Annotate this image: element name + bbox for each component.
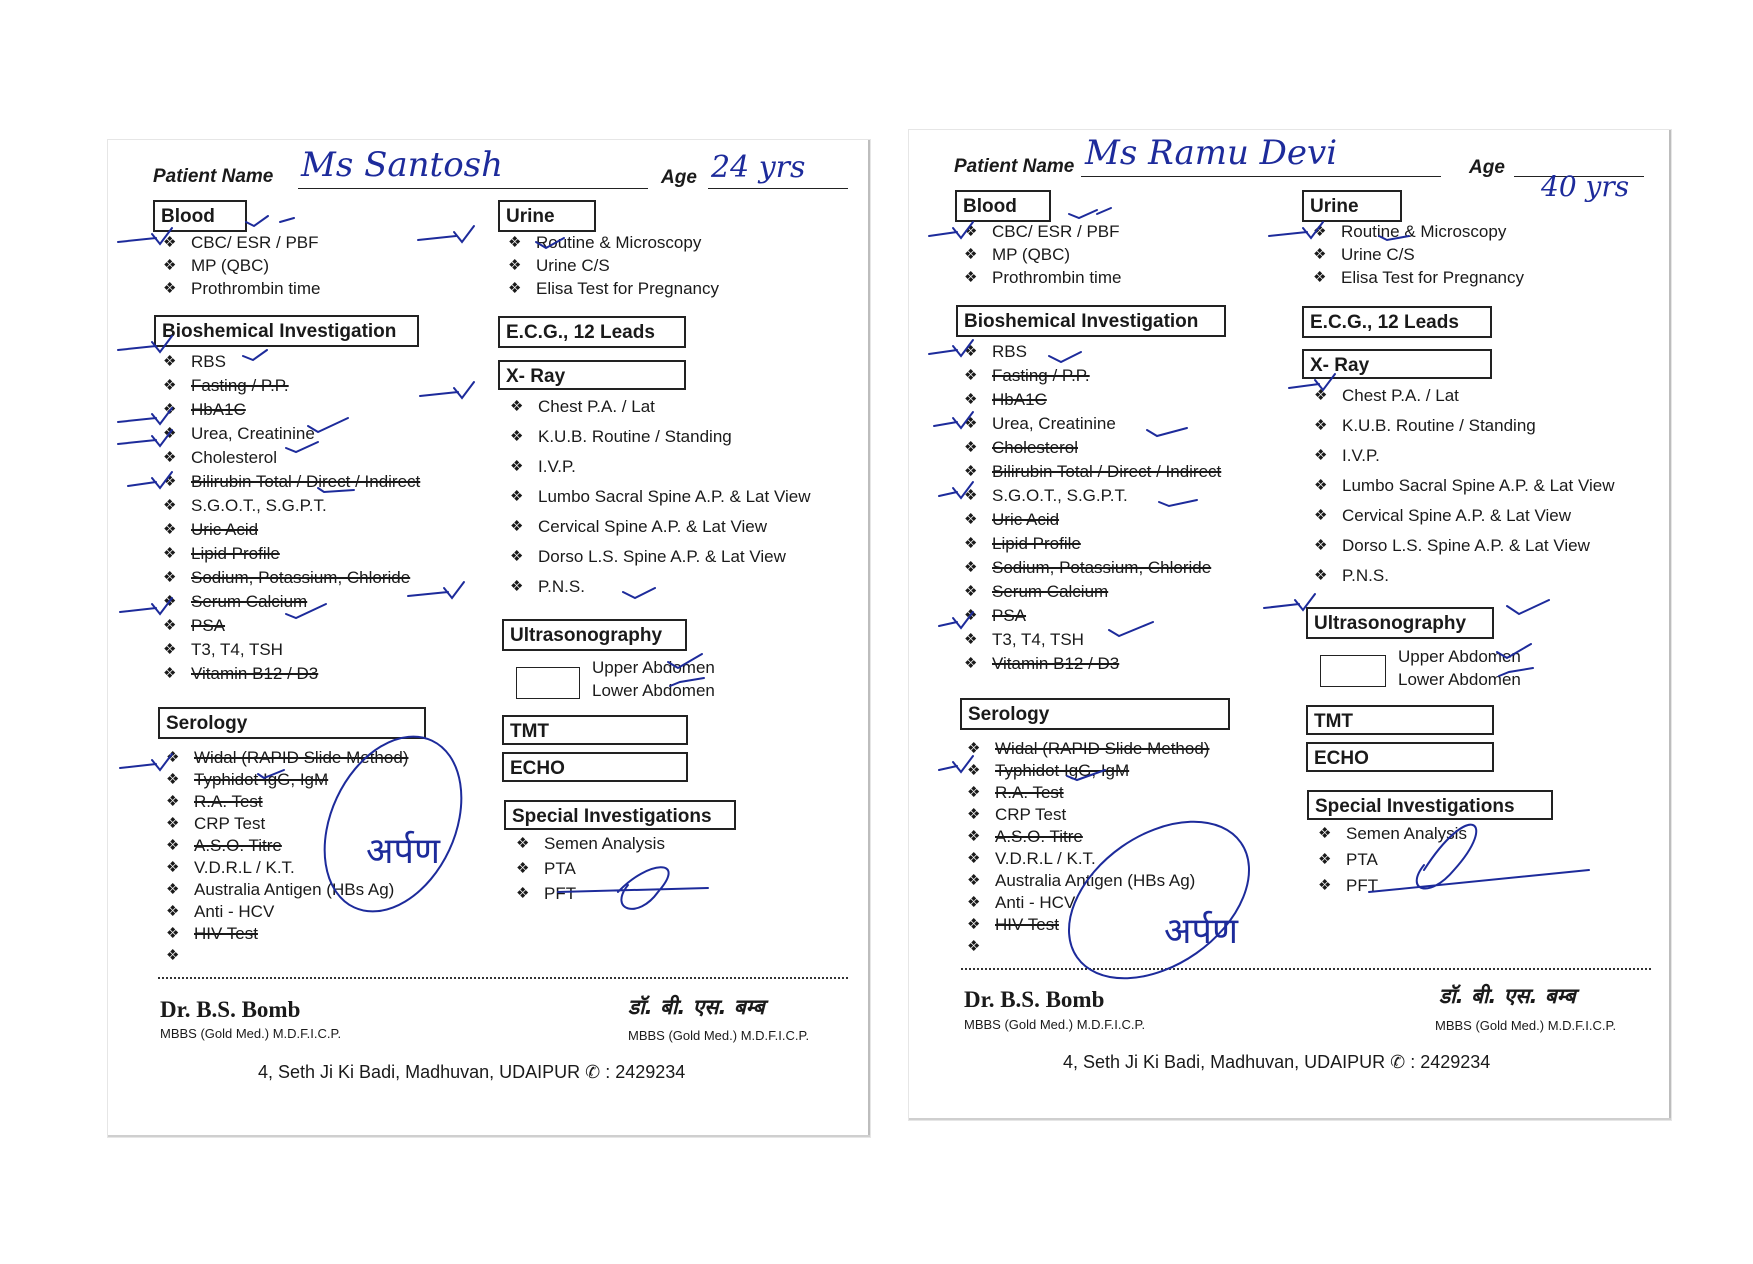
- list-item: T3, T4, TSH: [992, 630, 1084, 649]
- list-item: Cholesterol: [992, 438, 1078, 457]
- age-handwritten: 40 yrs: [1541, 170, 1630, 203]
- list-item: Lumbo Sacral Spine A.P. & Lat View: [1342, 476, 1615, 495]
- list-item: Cervical Spine A.P. & Lat View: [1342, 506, 1572, 525]
- list-item: Chest P.A. / Lat: [538, 397, 655, 416]
- list-item: R.A. Test: [995, 783, 1064, 802]
- ultrasonography-heading: Ultrasonography: [1306, 607, 1494, 639]
- list-item: Elisa Test for Pregnancy: [1341, 268, 1524, 287]
- list-item: Routine & Microscopy: [1341, 222, 1507, 241]
- special-investigations-heading: Special Investigations: [504, 800, 736, 830]
- list-item: HbA1C: [992, 390, 1047, 409]
- patient-name-handwritten: Ms Ramu Devi: [1085, 133, 1338, 173]
- list-item: Urine C/S: [536, 256, 610, 275]
- list-item: HIV Test: [995, 915, 1059, 934]
- list-item: I.V.P.: [538, 457, 576, 476]
- blood-heading: Blood: [153, 200, 247, 232]
- doctor-name-hindi: डॉ. बी. एस. बम्ब: [628, 995, 765, 1019]
- list-item: CBC/ ESR / PBF: [191, 233, 319, 252]
- doctor-qualification-right: MBBS (Gold Med.) M.D.F.I.C.P.: [1435, 1018, 1617, 1033]
- list-item: Fasting / P.P.: [992, 366, 1090, 385]
- list-item: V.D.R.L / K.T.: [194, 858, 295, 877]
- list-item: Australia Antigen (HBs Ag): [194, 880, 395, 899]
- list-item: S.G.O.T., S.G.P.T.: [992, 486, 1128, 505]
- list-item: Australia Antigen (HBs Ag): [995, 871, 1196, 890]
- tmt-heading: TMT: [1306, 705, 1494, 735]
- patient-name-label: Patient Name: [153, 166, 274, 187]
- clinic-address: 4, Seth Ji Ki Badi, Madhuvan, UDAIPUR ✆ : 2429234: [258, 1062, 686, 1082]
- list-item: Cholesterol: [191, 448, 277, 467]
- doctor-name: Dr. B.S. Bomb: [964, 987, 1105, 1012]
- doctor-name: Dr. B.S. Bomb: [160, 997, 301, 1022]
- handwritten-ticks-right: [909, 130, 1671, 1120]
- biochemical-heading: Bioshemical Investigation: [956, 305, 1226, 337]
- urine-heading: Urine: [498, 200, 596, 232]
- list-item: Semen Analysis: [1346, 824, 1467, 843]
- list-item: PTA: [544, 859, 576, 878]
- list-item: Typhidot IgG, IgM: [194, 770, 329, 789]
- list-item: T3, T4, TSH: [191, 640, 283, 659]
- list-item: R.A. Test: [194, 792, 263, 811]
- list-item: Urea, Creatinine: [191, 424, 315, 443]
- usg-lower-abdomen: Lower Abdomen: [1398, 670, 1521, 689]
- blood-heading: Blood: [955, 190, 1051, 222]
- usg-upper-abdomen: Upper Abdomen: [592, 658, 715, 677]
- list-item: HIV Test: [194, 924, 258, 943]
- list-item: RBS: [992, 342, 1027, 361]
- list-item: Prothrombin time: [191, 279, 321, 298]
- age-label: Age: [1469, 157, 1505, 178]
- list-item: Serum Calcium: [992, 582, 1109, 601]
- clinic-address: 4, Seth Ji Ki Badi, Madhuvan, UDAIPUR ✆ : 2429234: [1063, 1052, 1491, 1072]
- list-item: Sodium, Potassium, Chloride: [191, 568, 411, 587]
- list-item: PSA: [992, 606, 1027, 625]
- ecg-heading: E.C.G., 12 Leads: [1302, 306, 1492, 338]
- list-item: Widal (RAPID Slide Method): [995, 739, 1210, 758]
- age-handwritten: 24 yrs: [711, 150, 806, 185]
- list-item: V.D.R.L / K.T.: [995, 849, 1096, 868]
- list-item: HbA1C: [191, 400, 246, 419]
- ultrasonography-heading: Ultrasonography: [502, 619, 687, 651]
- list-item: Vitamin B12 / D3: [992, 654, 1120, 673]
- list-item: PSA: [191, 616, 226, 635]
- list-item: Bilirubin Total / Direct / Indirect: [992, 462, 1222, 481]
- echo-heading: ECHO: [1306, 742, 1494, 772]
- patient-name-label: Patient Name: [954, 156, 1075, 177]
- stamp-handwritten: अर्पण: [366, 831, 440, 872]
- special-investigations-heading: Special Investigations: [1307, 790, 1553, 820]
- prescription-slip-right: Patient Name Ms Ramu Devi Age 40 yrs Blood ❖ CBC/ ESR / PBF ❖ MP (QBC) ❖ Prothrombin time Bioshemical Investigation ❖ RBS ❖ Fasting / P.P. ❖ HbA1C ❖ Urea, Creatinine ❖ Cholesterol ❖ Bilirubin Total / Direct / Indirect ❖ S.G.O.T., S.G.P.T. ❖ Uric Acid ❖ Lipid Profile ❖ Sodium, Potassium, Chloride ❖ Serum Calcium ❖ PSA ❖ T3, T4, TSH ❖ Vitamin B12 / D3 Serology ❖ Widal (RAPID Slide Method) ❖ Typhidot IgG, IgM ❖ R.A. Test ❖ CRP Test ❖ A.S.O. Titre ❖ V.D.R.L / K.T. ❖ Australia Antigen (HBs Ag) ❖ Anti - HCV ❖ HIV Test ❖ Urine ❖ Routine & Microscopy ❖ Urine C/S ❖ Elisa Test for Pregnancy E.C.G., 12 Leads X- Ray ❖ Chest P.A. / Lat ❖ K.U.B. Routine / Standing ❖ I.V.P. ❖ Lumbo Sacral Spine A.P. & Lat View ❖ Cervical Spine A.P. & Lat View ❖ Dorso L.S. Spine A.P. & Lat View ❖ P.N.S. Ultrasonography Upper Abdomen Lower Abdomen TMT ECHO Special Investigations ❖ Semen Analysis ❖ PTA ❖ PFT अर्पण Dr. B.S. Bomb MBBS (Gold Med.) M.D.F.I.C.P. डॉ. बी. एस. बम्ब MBBS (Gold Med.) M.D.F.I.C.P. 4, Seth Ji Ki Badi, Madhuvan, UDAIPUR ✆ : 2429234: [909, 130, 1671, 1120]
- list-item: MP (QBC): [191, 256, 270, 275]
- list-item: Lipid Profile: [992, 534, 1081, 553]
- usg-lower-abdomen: Lower Abdomen: [592, 681, 715, 700]
- serology-heading: Serology: [158, 707, 426, 739]
- list-item: Elisa Test for Pregnancy: [536, 279, 719, 298]
- list-item: Fasting / P.P.: [191, 376, 289, 395]
- urine-heading: Urine: [1302, 190, 1402, 222]
- list-item: K.U.B. Routine / Standing: [1342, 416, 1536, 435]
- list-item: Widal (RAPID Slide Method): [194, 748, 409, 767]
- age-label: Age: [661, 167, 697, 188]
- list-item: Urea, Creatinine: [992, 414, 1116, 433]
- serology-heading: Serology: [960, 698, 1230, 730]
- list-item: Cervical Spine A.P. & Lat View: [538, 517, 768, 536]
- prescription-slip-left: Patient Name Ms Santosh Age 24 yrs Blood ❖ CBC/ ESR / PBF ❖ MP (QBC) ❖ Prothrombin time Bioshemical Investigation ❖ RBS ❖ Fasting / P.P. ❖ HbA1C ❖ Urea, Creatinine ❖ Cholesterol ❖ Bilirubin Total / Direct / Indirect ❖ S.G.O.T., S.G.P.T. ❖ Uric Acid ❖ Lipid Profile ❖ Sodium, Potassium, Chloride ❖ Serum Calcium ❖ PSA ❖ T3, T4, TSH ❖ Vitamin B12 / D3 Serology ❖ Widal (RAPID Slide Method) ❖ Typhidot IgG, IgM ❖ R.A. Test ❖ CRP Test ❖ A.S.O. Titre ❖ V.D.R.L / K.T. ❖ Australia Antigen (HBs Ag) ❖ Anti - HCV ❖ HIV Test ❖ Urine ❖ Routine & Microscopy ❖ Urine C/S ❖ Elisa Test for Pregnancy E.C.G., 12 Leads X- Ray ❖ Chest P.A. / Lat ❖ K.U.B. Routine / Standing ❖ I.V.P. ❖ Lumbo Sacral Spine A.P. & Lat View ❖ Cervical Spine A.P. & Lat View ❖ Dorso L.S. Spine A.P. & Lat View ❖ P.N.S. Ultrasonography Upper Abdomen Lower Abdomen TMT ECHO Special Investigations ❖ Semen Analysis ❖ PTA ❖ PFT अर्पण Dr. B.S. Bomb MBBS (Gold Med.) M.D.F.I.C.P. डॉ. बी. एस. बम्ब MBBS (Gold Med.) M.D.F.I.C.P. 4, Seth Ji Ki Badi, Madhuvan, UDAIPUR ✆ : 2429234: [108, 140, 870, 1137]
- list-item: I.V.P.: [1342, 446, 1380, 465]
- handwritten-ticks-left: [108, 140, 870, 1137]
- doctor-name-hindi: डॉ. बी. एस. बम्ब: [1439, 984, 1576, 1008]
- doctor-qualification-right: MBBS (Gold Med.) M.D.F.I.C.P.: [628, 1028, 810, 1043]
- list-item: Semen Analysis: [544, 834, 665, 853]
- list-item: CRP Test: [194, 814, 266, 833]
- tmt-heading: TMT: [502, 715, 688, 745]
- list-item: RBS: [191, 352, 226, 371]
- list-item: Typhidot IgG, IgM: [995, 761, 1130, 780]
- stamp-handwritten: अर्पण: [1164, 911, 1238, 952]
- list-item: MP (QBC): [992, 245, 1071, 264]
- patient-name-handwritten: Ms Santosh: [301, 145, 504, 185]
- list-item: Anti - HCV: [995, 893, 1076, 912]
- list-item: Sodium, Potassium, Chloride: [992, 558, 1212, 577]
- list-item: PTA: [1346, 850, 1378, 869]
- list-item: P.N.S.: [1342, 566, 1389, 585]
- list-item: Dorso L.S. Spine A.P. & Lat View: [1342, 536, 1590, 555]
- biochemical-heading: Bioshemical Investigation: [154, 315, 419, 347]
- xray-heading: X- Ray: [498, 360, 686, 390]
- doctor-qualification: MBBS (Gold Med.) M.D.F.I.C.P.: [964, 1017, 1146, 1032]
- list-item: Dorso L.S. Spine A.P. & Lat View: [538, 547, 786, 566]
- usg-upper-abdomen: Upper Abdomen: [1398, 647, 1521, 666]
- echo-heading: ECHO: [502, 752, 688, 782]
- list-item: A.S.O. Titre: [194, 836, 282, 855]
- list-item: P.N.S.: [538, 577, 585, 596]
- list-item: CBC/ ESR / PBF: [992, 222, 1120, 241]
- list-item: Lipid Profile: [191, 544, 280, 563]
- list-item: Serum Calcium: [191, 592, 308, 611]
- list-item: S.G.O.T., S.G.P.T.: [191, 496, 327, 515]
- doctor-qualification: MBBS (Gold Med.) M.D.F.I.C.P.: [160, 1026, 342, 1041]
- xray-heading: X- Ray: [1302, 349, 1492, 379]
- list-item: Prothrombin time: [992, 268, 1122, 287]
- list-item: Anti - HCV: [194, 902, 275, 921]
- list-item: Urine C/S: [1341, 245, 1415, 264]
- list-item: PFT: [544, 884, 577, 903]
- ecg-heading: E.C.G., 12 Leads: [498, 316, 686, 348]
- list-item: Routine & Microscopy: [536, 233, 702, 252]
- list-item: K.U.B. Routine / Standing: [538, 427, 732, 446]
- list-item: Vitamin B12 / D3: [191, 664, 319, 683]
- list-item: Uric Acid: [992, 510, 1060, 529]
- list-item: Bilirubin Total / Direct / Indirect: [191, 472, 421, 491]
- list-item: Lumbo Sacral Spine A.P. & Lat View: [538, 487, 811, 506]
- list-item: PFT: [1346, 876, 1379, 895]
- list-item: CRP Test: [995, 805, 1067, 824]
- list-item: A.S.O. Titre: [995, 827, 1083, 846]
- list-item: Chest P.A. / Lat: [1342, 386, 1459, 405]
- list-item: Uric Acid: [191, 520, 259, 539]
